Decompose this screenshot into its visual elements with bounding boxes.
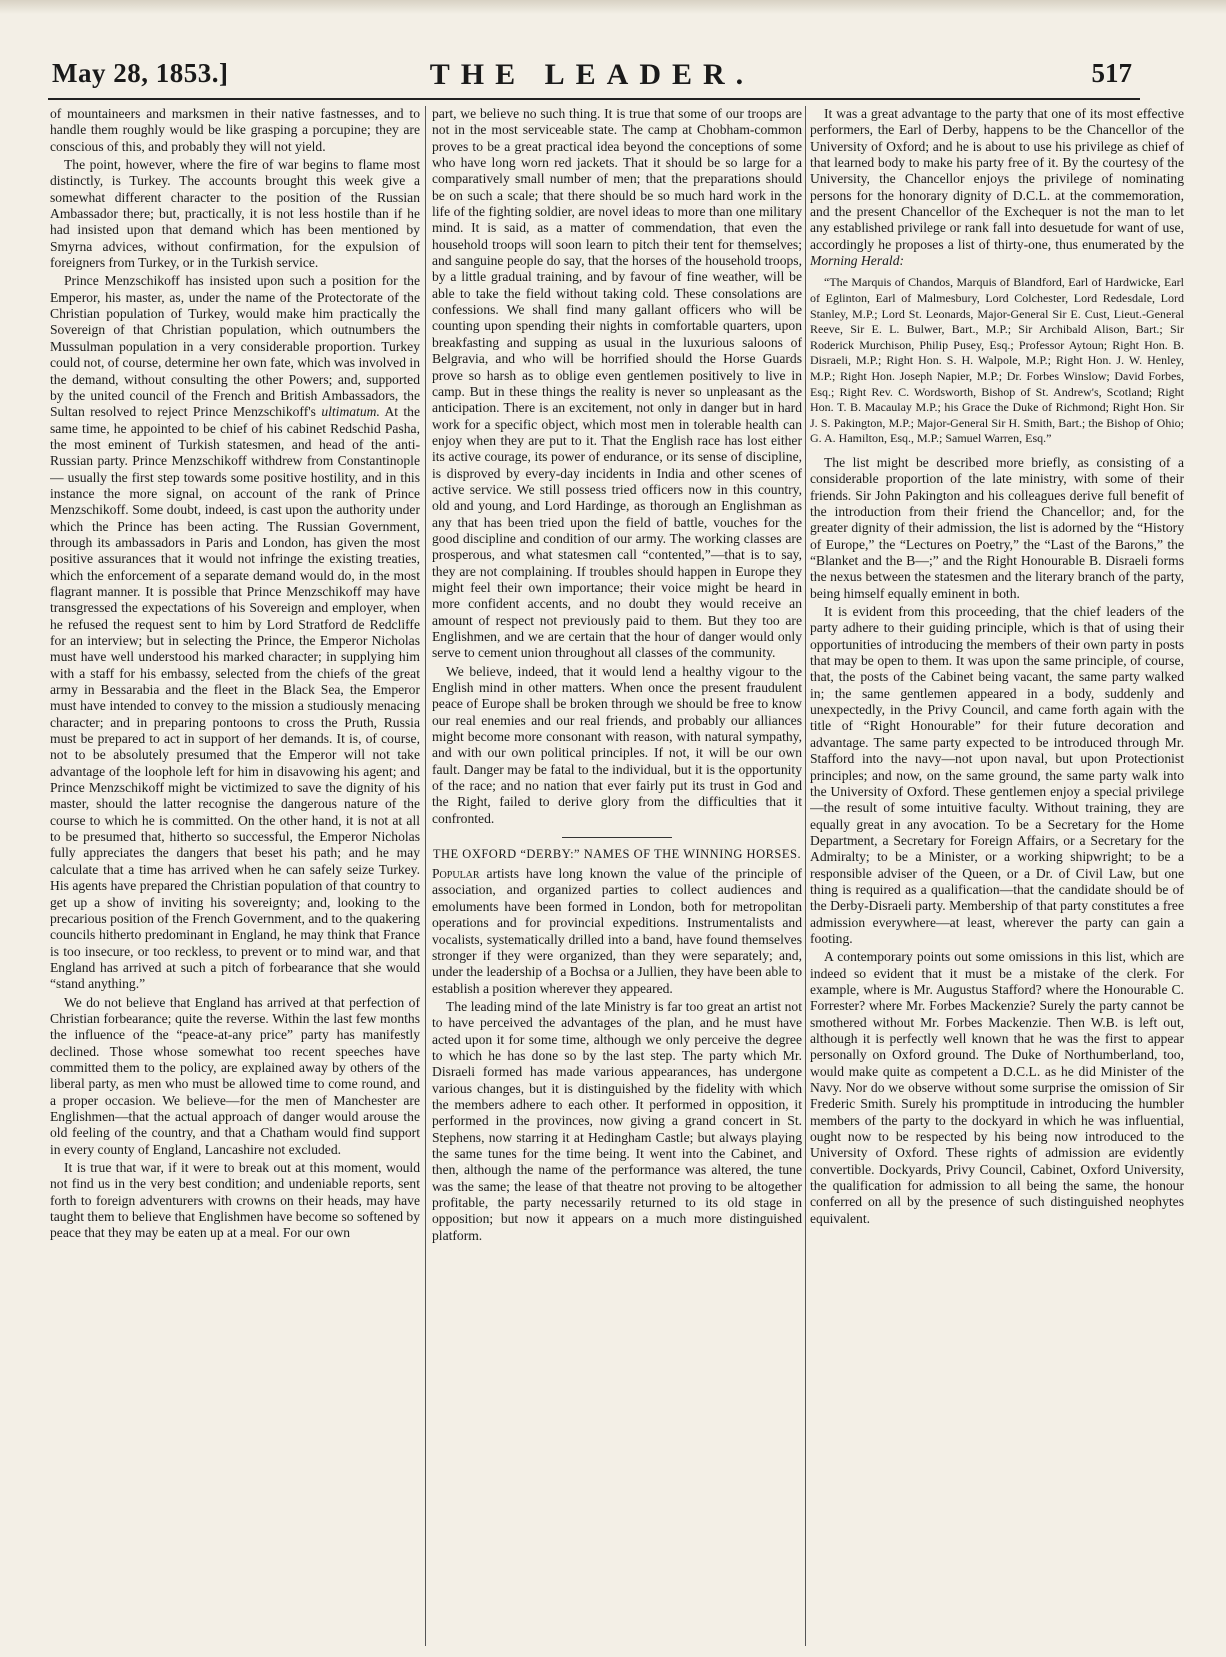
paragraph: The point, however, where the fire of war begins to flame most distinctly, is Turkey. The accounts brought this week give a somewhat different character to the position of the Russian Ambassador there; but, practically, it is not less hostile than if he had insisted upon that demand which has been mentioned by Smyrna advices, without confirmation, for the expulsion of foreigners from Turkey, or in the Turkish service. xyxy=(50,157,420,271)
emphasis: Morning Herald: xyxy=(810,253,905,269)
paragraph: It is true that war, if it were to break out at this moment, would not find us in the very best condition; and undeniable reports, sent forth to foreign adventurers with crowns on their heads, may have taught them to believe that Englishmen have become so softened by peace that they may be eaten up at a meal. For our own xyxy=(50,1160,420,1241)
paragraph xyxy=(432,866,802,997)
paragraph: part, we believe no such thing. It is true that some of our troops are not in the most serviceable state. The camp at Chobham-common proves to be a great practical idea beyond the conceptions of some who have long worn red jackets. That it should be so large for a comparatively small number of men; that the preparations should be on such a scale; that there should be so much hard work in the life of the fighting soldier, are novel ideas to more than one military mind. It is said, as a matter of commendation, that even the household troops will soon learn to pitch their tent for themselves; and sanguine people do say, that the horses of the household troops, by a little gradual training, and by favour of fine weather, will be able to take the field without taking cold. These consolations are confessions. We shall find many gallant officers who will be counting upon spending their nights in comfortable quarters, upon breakfasting and supping as usual in the luxurious saloons of Belgravia, and who will be horrified should the Horse Guards prove so harsh as to oblige even gentlemen positively to live in camp. But in these things the reality is never so unpleasant as the anticipation. There is an excitement, not only in danger but in hard work for a specific object, which most men in tolerable health can enjoy when they are put to it. That the English race has lost either its active courage, its power of endurance, or its sense of discipline, is disproved by every-day incidents in India and other scenes of active service. We still possess tried officers now in this country, old and young, and Lord Hardinge, as thorough an Englishman as any that has been tried upon the field of battle, vouches for the good discipline and condition of our army. The working classes are prosperous, and what statesmen call “contented,”—that is to say, they are not complaining. If troubles should happen in Europe they might feel their own importance; their voice might be heard in more confident accents, and no doubt they would receive an amount of respect not previously paid to them. But they too are Englishmen, and we are certain that the hour of danger would only serve to cement union throughout all classes of the community. xyxy=(432,106,802,661)
paragraph xyxy=(50,273,420,992)
paragraph: A contemporary points out some omissions in this list, which are indeed so evident that it must be a mistake of the clerk. For example, where is Mr. Augustus Stafford? where the Honourable C. Forrester? where Mr. Forbes Mackenzie? Surely the party cannot be smothered without Mr. Forbes Mackenzie. Then W.B. is left out, although it is perfectly well known that he was the first to appear personally on Oxford ground. The Duke of Northumberland, too, would make quite as competent a D.C.L. as he did Minister of the Navy. Nor do we observe without some surprise the omission of Sir Frederic Smith. Surely his promptitude in introducing the humbler members of the party to the dockyard in which he was influential, ought now to be respected by his being now introduced to the University of Oxford. These rights of admission are evidently convertible. Dockyards, Privy Council, Cabinet, Oxford University, the qualification for admission to all being the same, the honour conferred on all by the presence of such distinguished neophytes equivalent. xyxy=(810,949,1184,1226)
text-run: artists have long known the value of the principle of association, and organized parties to collect audiences and emoluments have been formed in London, both for metropolitan operations and for provincial expeditions. Instrumentalists and vocalists, systematically drilled into a band, have found themselves stronger if they were organized, than they were separately; and, under the leadership of a Bochsa or a Jullien, they have been able to establish a position wherever they appeared. xyxy=(432,866,802,996)
lead-word: Popular xyxy=(432,866,480,882)
page-number: 517 xyxy=(1091,58,1132,88)
paragraph: We believe, indeed, that it would lend a healthy vigour to the English mind in other matters. When once the present fraudulent peace of Europe shall be broken through we should be free to know our real enemies and our real friends, and probably our alliances might become more consonant with reason, with natural sympathy, and with our own political principles. If not, it will be our own fault. Danger may be fatal to the individual, but it is the opportunity of the race; and no nation that ever fairly put its trust in God and the Right, failed to derive glory from the difficulties that it confronted. xyxy=(432,663,802,826)
issue-date: May 28, 1853.] xyxy=(52,58,229,88)
paragraph: The leading mind of the late Ministry is far too great an artist not to have perceived the advantages of the plan, and he must have acted upon it for some time, although we only perceive the degree to which he has done so by the last step. The party which Mr. Disraeli formed has made various appearances, has undergone various changes, but it is distinguished by the fidelity with which the members adhere to each other. It performed in opposition, it performed in the provinces, now giving a grand concert in St. Stephens, now starring it at Hedingham Castle; but always playing the same tunes for the time being. It went into the Cabinet, and then, although the name of the performance was altered, the tune was the same; the lease of that theatre not proving to be altogether profitable, the party necessarily returned to its old stage in opposition; but now it appears on a much more distinguished platform. xyxy=(432,998,802,1243)
block-quote: “The Marquis of Chandos, Marquis of Blandford, Earl of Hardwicke, Earl of Eglinton, Earl of Malmesbury, Lord Colchester, Lord Redesdale, Lord Stanley, M.P.; Lord St. Leonards, Major-General Sir E. Cust, Lieut.-General Reeve, Sir E. L. Bulwer, Bart., M.P.; Sir Archibald Alison, Bart.; Sir Roderick Murchison, Philip Pusey, Esq.; Professor Aytoun; Right Hon. B. Disraeli, M.P.; Right Hon. S. H. Walpole, M.P.; Right Hon. J. W. Henley, M.P.; Right Hon. Joseph Napier, M.P.; Dr. Forbes Winslow; David Forbes, Esq.; Right Rev. C. Wordsworth, Bishop of St. Andrew's, Scotland; Right Hon. T. B. Macaulay M.P.; his Grace the Duke of Richmond; Right Hon. Sir J. S. Pakington, M.P.; Major-General Sir H. Smith, Bart.; the Bishop of Ohio; G. A. Hamilton, Esq., M.P.; Samuel Warren, Esq.” xyxy=(810,275,1184,446)
paragraph xyxy=(810,106,1184,269)
masthead xyxy=(52,52,1132,98)
article-heading: THE OXFORD “DERBY:” NAMES OF THE WINNING HORSES. xyxy=(432,847,802,862)
column-divider xyxy=(805,106,806,1646)
paragraph: of mountaineers and marksmen in their native fastnesses, and to handle them roughly would be like grasping a porcupine; they are conscious of this, and probably they will not yield. xyxy=(50,106,420,154)
masthead-rule xyxy=(48,98,1140,100)
text-run: Prince Menzschikoff has insisted upon such a position for the Emperor, his master, as, under the name of the Protectorate of the Christian population of Turkey, would make him practically the Sovereign of that Christian population, which outnumbers the Mussulman population in a very considerable proportion. Turkey could not, of course, determine her own fate, which was involved in the demand, without consulting the other Powers; and, supported by the united council of the French and British Ambassadors, the Sultan resolved to reject Prince Menzschikoff's xyxy=(50,273,420,420)
publication-title: THE LEADER. xyxy=(429,58,755,91)
page-edge xyxy=(0,0,1226,14)
text-run: At the same time, he appointed to be chief of his cabinet Redschid Pasha, the most eminent of Turkish statesmen, and head of the anti-Russian party. Prince Menzschikoff withdrew from Constantinople — usually the first step towards some positive hostility, and in this instance the more signal, on account of the rank of Prince Menzschikoff. Some doubt, indeed, is cast upon the authority under which the Prince has been acting. The Russian Government, through its ambassadors in Paris and London, has given the most positive assurances that it would not infringe the existing treaties, which the enforcement of a separate demand would do, in the most flagrant manner. It is possible that Prince Menzschikoff may have transgressed the expectations of his Sovereign and employer, when he refused the request sent to him by Lord Stratford de Redcliffe for an interview; but in selecting the Prince, the Emperor Nicholas must have well understood his marked character; in supplying him with a staff for his embassy, selected from the chiefs of the great army in Bessarabia and the fleet in the Black Sea, the Emperor must have intended to convey to the mission a studiously menacing character; and in preparing pontoons to cross the Pruth, Russia must be prepared to act in support of her demands. It is, of course, not to be absolutely presumed that the Emperor will not take advantage of the loophole left for him in disavowing his agent; and Prince Menzschikoff might be victimized to save the dignity of his master, should the latter recognise the dangerous nature of the course to which he is committed. On the other hand, it is not at all to be presumed that, hitherto so successful, the Emperor Nicholas fully appreciates the dangers that beset his path; and he may calculate that a time has arrived when he can safely seize Turkey. His agents have prepared the Christian population of that country to get up a show of inviting his sovereignty; and, looking to the precarious position of the French Government, and to the quakering councils hitherto predominant in England, he may think that France is too insecure, or too reckless, to prevent or to mind war, and that England has arrived at such a pitch of forbearance that she would “stand anything.” xyxy=(50,404,420,992)
column-2 xyxy=(432,106,802,1646)
column-3 xyxy=(810,106,1184,1646)
paragraph: The list might be described more briefly, as consisting of a considerable proportion of the late ministry, with some of their friends. Sir John Pakington and his colleagues derive full benefit of the introduction from their friend the Chancellor; and, for the greater dignity of their admission, the list is adorned by the “History of Europe,” the “Lectures on Poetry,” the “Last of the Barons,” the “Blanket and the B—;” and the Right Honourable B. Disraeli forms the nexus between the statesmen and the literary branch of the party, being himself equally eminent in both. xyxy=(810,454,1184,601)
paragraph: It is evident from this proceeding, that the chief leaders of the party adhere to their guiding principle, which is that of using their opportunities of introducing the members of their own party in posts that may be open to them. It was upon the same principle, of course, that, the posts of the Cabinet being vacant, the same party walked in; the same gentlemen appeared in a body, suddenly and unexpectedly, in the Privy Council, and came forth again with the title of “Right Honourable” for their future decoration and advantage. The same party expected to be introduced through Mr. Stafford into the navy—not upon naval, but upon Protectionist principles; and now, on the same ground, the same party walk into the University of Oxford. These gentlemen enjoy a special privilege—the result of some intuitive faculty. Without training, they are equally great in any avocation. To be a Secretary for the Home Department, a Secretary for Foreign Affairs, or a Secretary for the Admiralty; to be a Minister, or a working shipwright; to be a responsible adviser of the Queen, or a Dr. of Civil Law, but one thing is required as a qualification—that the candidate should be of the Derby-Disraeli party. Membership of that party constitutes a free admission everywhere—at least, wherever the party can gain a footing. xyxy=(810,604,1184,946)
emphasis: ultimatum. xyxy=(321,404,380,420)
paragraph: We do not believe that England has arrived at that perfection of Christian forbearance; quite the reverse. Within the last few months the influence of the “peace-at-any price” party has manifestly declined. Those whose somewhat too recent speeches have committed them to the policy, are explained away by others of the liberal party, as men who must be allowed time to come round, and a proper occasion. We believe—for the men of Manchester are Englishmen—that the actual approach of danger would arouse the old feeling of the country, and that a Chatham would find support in every county of England, Lancashire not excluded. xyxy=(50,994,420,1157)
column-divider xyxy=(425,106,426,1646)
section-rule xyxy=(562,837,672,838)
column-1 xyxy=(50,106,420,1646)
text-run: It was a great advantage to the party that one of its most effective performers, the Earl of Derby, happens to be the Chancellor of the University of Oxford; and he is about to use his privilege as chief of that learned body to make his party free of it. By the courtesy of the University, the Chancellor enjoys the privilege of nominating persons for the honorary dignity of D.C.L. at the commemoration, and the present Chancellor of the Exchequer is not the man to let any established privilege or rank fall into desuetude for want of use, accordingly he proposes a list of thirty-one, thus enumerated by the xyxy=(810,106,1184,252)
